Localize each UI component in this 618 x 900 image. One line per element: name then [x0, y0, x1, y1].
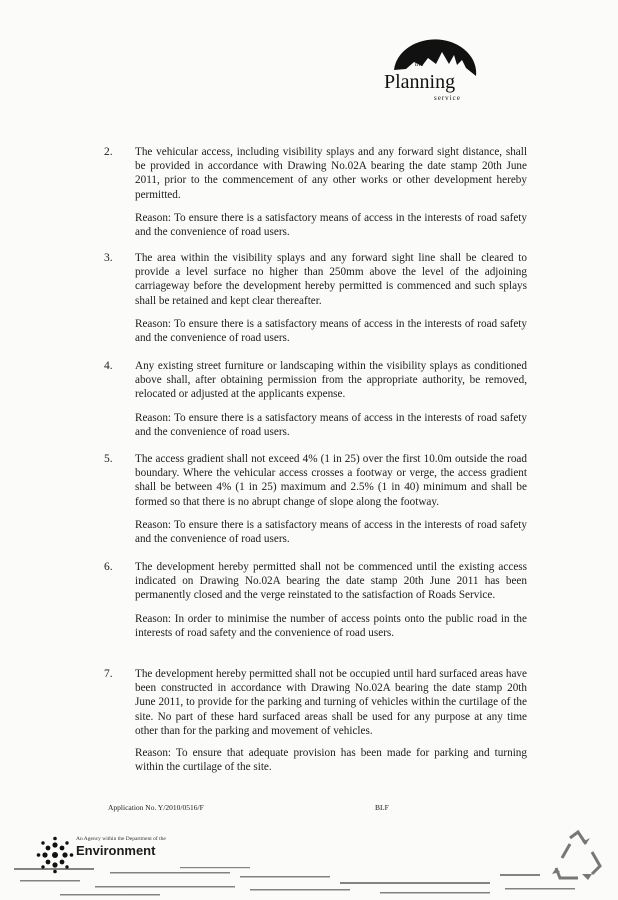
- svg-text:Planning: Planning: [384, 71, 456, 93]
- condition-number: 3.: [104, 252, 113, 264]
- condition-text: The access gradient shall not exceed 4% (1 in 25) over the first 10.0m outside the road boundary. Where the vehicular access crosses a footway or verge, the access gradient shall be between 4% (1 in 25) maximum and 2.5% (1 in 40) minimum and shall be formed so that there is no abrupt change of slope along the footway.: [135, 453, 527, 508]
- condition-number: 6.: [104, 561, 113, 573]
- application-number: Application No. Y/2010/0516/F: [108, 803, 204, 812]
- condition-text: The development hereby permitted shall not be occupied until hard surfaced areas have been constructed in accordance with Drawing No.02A bearing the date stamp 20th June 2011, to provide for the parking and turning of vehicles within the curtilage of the site. No part of these hard surfaced areas shall be used for any purpose at any time other than for the parking and movement of vehicles.: [135, 668, 527, 737]
- condition-reason: Reason: To ensure there is a satisfactory means of access in the interests of road safety and the convenience of road users.: [135, 519, 527, 546]
- condition-text: The vehicular access, including visibility splays and any forward sight distance, shall be provided in accordance with Drawing No.02A bearing the date stamp 20th June 2011, prior to the commencement of any other works or other development hereby permitted.: [135, 146, 527, 201]
- condition-text: The area within the visibility splays and any forward sight line shall be cleared to provide a level surface no higher than 250mm above the level of the adjoining carriageway before the development hereby permitted is commenced and such splays shall be retained and kept clear thereafter.: [135, 252, 527, 307]
- condition-reason: Reason: To ensure there is a satisfactory means of access in the interests of road safety and the convenience of road users.: [135, 212, 527, 239]
- svg-text:service: service: [434, 94, 461, 102]
- officer-initials: BLF: [375, 803, 389, 812]
- svg-text:the: the: [415, 60, 424, 68]
- planning-service-logo: [382, 38, 482, 108]
- agency-line: An Agency within the Department of the: [76, 836, 166, 842]
- scan-noise: [0, 862, 618, 900]
- condition-reason: Reason: In order to minimise the number of access points onto the public road in the interests of road safety and the convenience of road users.: [135, 613, 527, 640]
- condition-reason: Reason: To ensure there is a satisfactory means of access in the interests of road safety and the convenience of road users.: [135, 318, 527, 345]
- department-name: Environment: [76, 843, 156, 858]
- condition-reason: Reason: To ensure that adequate provision has been made for parking and turning within the curtilage of the site.: [135, 747, 527, 774]
- condition-number: 7.: [104, 668, 113, 680]
- condition-text: Any existing street furniture or landscaping within the visibility splays as conditioned above shall, after obtaining permission from the appropriate authority, be removed, relocated or adjusted at the applicants expense.: [135, 360, 527, 401]
- condition-number: 5.: [104, 453, 113, 465]
- condition-number: 2.: [104, 146, 113, 158]
- condition-text: The development hereby permitted shall not be commenced until the existing access indicated on Drawing No.02A bearing the date stamp 20th June 2011 has been permanently closed and the verge reinstated to the satisfaction of Roads Service.: [135, 561, 527, 602]
- condition-number: 4.: [104, 360, 113, 372]
- condition-reason: Reason: To ensure there is a satisfactory means of access in the interests of road safety and the convenience of road users.: [135, 412, 527, 439]
